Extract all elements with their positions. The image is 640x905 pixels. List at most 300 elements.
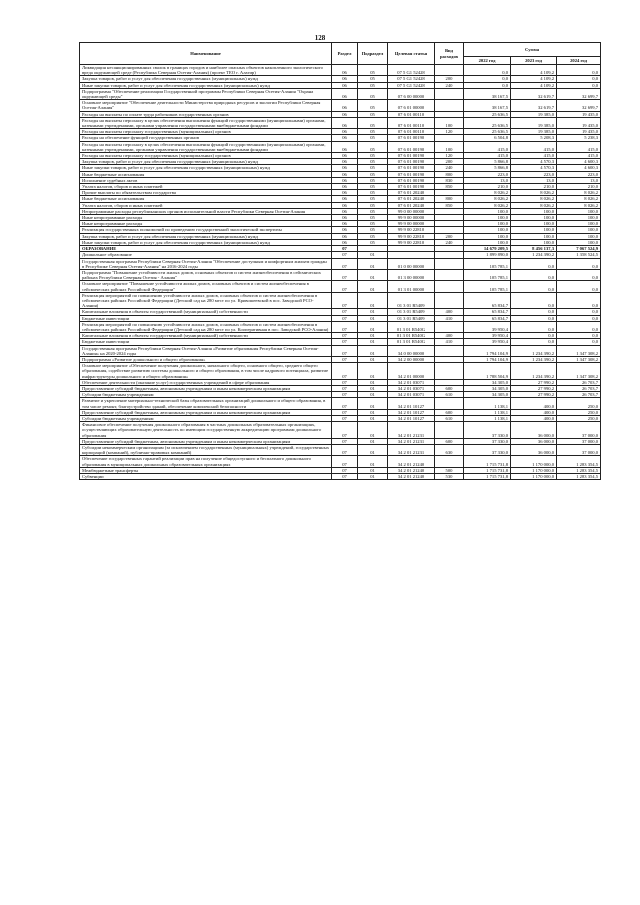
cell-podrazdel: 01	[358, 269, 388, 280]
cell-sum-2022: 65 834,7	[464, 309, 511, 315]
cell-name: Развитие и укрепление материально-технической базы образовательных организаций дошкольного и общего образования, в том числе ремонт, благоустройство зданий, обеспечение комплексной безопасности	[80, 398, 332, 409]
cell-sum-2024: 19 435,0	[557, 117, 601, 128]
cell-vid-raskhodov	[435, 292, 464, 309]
cell-sum-2024: 0,0	[557, 309, 601, 315]
cell-sum-2024: 8 026,2	[557, 190, 601, 196]
cell-sum-2022: 25 636,5	[464, 129, 511, 135]
cell-tselevaya-statya: 07 5 G1 52428	[388, 82, 435, 88]
cell-razdel: 07	[332, 445, 358, 456]
cell-name: Иные непрограммные расходы	[80, 221, 332, 227]
table-row	[80, 100, 601, 111]
cell-name: Основное мероприятие «Обеспечение получения дошкольного, начального общего, основного общего, среднего общего образования, содействие развитию системы дошкольного и общего образования, в том числе кадрового потенциала, развитие инфраструктуры дошкольного и общего образования»	[80, 363, 332, 380]
cell-sum-2022: 39 950,4	[464, 339, 511, 345]
cell-sum-2022: 8 026,2	[464, 202, 511, 208]
cell-vid-raskhodov: 630	[435, 445, 464, 456]
cell-sum-2022: 1 788 504,9	[464, 363, 511, 380]
cell-sum-2023: 4 109,2	[511, 82, 557, 88]
cell-sum-2023: 4 570,3	[511, 165, 557, 171]
cell-sum-2022: 37 330,0	[464, 445, 511, 456]
cell-vid-raskhodov: 100	[435, 141, 464, 152]
cell-podrazdel: 01	[358, 456, 388, 467]
cell-sum-2024: 250,0	[557, 398, 601, 409]
cell-vid-raskhodov	[435, 281, 464, 292]
cell-sum-2022: 1 138,1	[464, 415, 511, 421]
cell-tselevaya-statya: 01 3 01 R5409	[388, 309, 435, 315]
cell-razdel: 07	[332, 252, 358, 258]
cell-sum-2023: 4 570,3	[511, 159, 557, 165]
cell-vid-raskhodov: 400	[435, 333, 464, 339]
cell-razdel: 06	[332, 215, 358, 221]
cell-name: Закупка товаров, работ и услуг для обеспечения государственных (муниципальных) нужд	[80, 233, 332, 239]
cell-sum-2022: 34 305,0	[464, 379, 511, 385]
cell-sum-2023: 1 234 390,2	[511, 363, 557, 380]
cell-tselevaya-statya: 01 3 01 R540G	[388, 333, 435, 339]
cell-sum-2023: 210,0	[511, 184, 557, 190]
cell-podrazdel: 05	[358, 100, 388, 111]
cell-tselevaya-statya: 07 6 01 00000	[388, 100, 435, 111]
cell-sum-2024: 8 026,2	[557, 202, 601, 208]
cell-sum-2022: 0,0	[464, 76, 511, 82]
cell-razdel: 07	[332, 409, 358, 415]
cell-sum-2024: 19 435,0	[557, 111, 601, 117]
cell-vid-raskhodov: 610	[435, 415, 464, 421]
cell-sum-2024: 415,0	[557, 141, 601, 152]
cell-podrazdel: 05	[358, 221, 388, 227]
cell-vid-raskhodov: 500	[435, 467, 464, 473]
cell-razdel: 06	[332, 135, 358, 141]
cell-sum-2024: 1 283 354,5	[557, 467, 601, 473]
cell-tselevaya-statya: 34 2 00 00000	[388, 356, 435, 362]
cell-name: Обеспечение государственных гарантий реализации прав на получение общедоступного и бесплатного дошкольного образования в муниципальных дошкольных образовательных организациях	[80, 456, 332, 467]
cell-sum-2023: 0,0	[511, 333, 557, 339]
cell-podrazdel: 05	[358, 171, 388, 177]
cell-sum-2024: 0,0	[557, 258, 601, 269]
cell-tselevaya-statya: 99 9 00 22810	[388, 227, 435, 233]
cell-sum-2022: 37 330,0	[464, 422, 511, 439]
cell-sum-2024: 13,0	[557, 177, 601, 183]
cell-sum-2023: 32 619,7	[511, 100, 557, 111]
cell-name: Бюджетные инвестиции	[80, 315, 332, 321]
cell-sum-2022: 1 715 731,8	[464, 456, 511, 467]
cell-sum-2024: 100,0	[557, 233, 601, 239]
cell-name: Закупка товаров, работ и услуг для обеспечения государственных (муниципальных) нужд	[80, 159, 332, 165]
cell-sum-2023: 223,0	[511, 171, 557, 177]
cell-name: Подпрограмма «Развитие дошкольного и общего образования»	[80, 356, 332, 362]
cell-razdel: 06	[332, 196, 358, 202]
table-row	[80, 321, 601, 332]
cell-podrazdel: 05	[358, 135, 388, 141]
cell-sum-2024: 1 347 308,2	[557, 345, 601, 356]
cell-razdel: 07	[332, 292, 358, 309]
cell-razdel: 06	[332, 208, 358, 214]
cell-sum-2023: 8 456 137,3	[511, 246, 557, 252]
cell-vid-raskhodov	[435, 363, 464, 380]
cell-sum-2024: 100,0	[557, 227, 601, 233]
cell-tselevaya-statya: 34 2 01 03071	[388, 385, 435, 391]
cell-sum-2023: 19 385,0	[511, 117, 557, 128]
cell-sum-2022: 1 794 104,9	[464, 345, 511, 356]
cell-tselevaya-statya: 07 6 01 00190	[388, 159, 435, 165]
cell-podrazdel: 01	[358, 438, 388, 444]
cell-name: Иные бюджетные ассигнования	[80, 171, 332, 177]
cell-sum-2024: 1 347 308,2	[557, 363, 601, 380]
cell-tselevaya-statya: 34 2 01 00000	[388, 363, 435, 380]
cell-sum-2023: 19 385,0	[511, 111, 557, 117]
cell-podrazdel: 05	[358, 239, 388, 245]
cell-podrazdel: 01	[358, 309, 388, 315]
header-razdel: Раздел	[332, 43, 358, 65]
cell-sum-2023: 32 619,7	[511, 88, 557, 99]
cell-sum-2023: 8 026,2	[511, 196, 557, 202]
cell-sum-2022: 1 138,1	[464, 409, 511, 415]
table-row	[80, 398, 601, 409]
cell-vid-raskhodov: 600	[435, 385, 464, 391]
cell-sum-2022: 100,0	[464, 215, 511, 221]
cell-sum-2022: 1 794 104,9	[464, 356, 511, 362]
cell-name: Расходы на выплаты персоналу в целях обеспечения выполнения функций государственными (муниципальными) органами, казенными учреждениями, органами управления государственными внебюджетными фондами	[80, 117, 332, 128]
cell-tselevaya-statya: 07 6 01 00110	[388, 129, 435, 135]
cell-sum-2023: 100,0	[511, 221, 557, 227]
cell-sum-2022: 0,0	[464, 82, 511, 88]
cell-name: Расходы на выплаты персоналу государственных (муниципальных) органов	[80, 153, 332, 159]
header-summa: Сумма	[464, 43, 601, 57]
cell-tselevaya-statya: 99 9 00 22810	[388, 233, 435, 239]
cell-razdel: 06	[332, 184, 358, 190]
cell-sum-2024: 19 435,0	[557, 129, 601, 135]
cell-name: Реализация мероприятий по повышению устойчивости жилых домов, основных объектов и систем жизнеобеспечения в сейсмических районах Российской Федерации (Детский сад на 280 мест по ул. Кооперативная в пос. Заводской РСО-Алания)	[80, 321, 332, 332]
cell-tselevaya-statya: 07 6 00 00000	[388, 88, 435, 99]
cell-sum-2023: 0,0	[511, 321, 557, 332]
cell-podrazdel: 01	[358, 474, 388, 480]
cell-sum-2022: 5 866,8	[464, 159, 511, 165]
cell-podrazdel: 01	[358, 333, 388, 339]
cell-name: Капитальные вложения в объекты государственной (муниципальной) собственности	[80, 333, 332, 339]
cell-razdel: 07	[332, 422, 358, 439]
cell-sum-2022: 34 305,0	[464, 385, 511, 391]
cell-sum-2023: 1 170 000,0	[511, 474, 557, 480]
cell-tselevaya-statya: 34 2 01 21240	[388, 467, 435, 473]
cell-sum-2023: 100,0	[511, 233, 557, 239]
cell-sum-2024: 1 283 354,5	[557, 456, 601, 467]
cell-sum-2023: 0,0	[511, 315, 557, 321]
cell-name: Реализация мероприятий по повышению устойчивости жилых домов, основных объектов и систем жизнеобеспечения в сейсмических районах Российской Федерации (Детский сад на 280 мест по ул. Кривошеевской в пос. Заводской РСО-Алания)	[80, 292, 332, 309]
cell-razdel: 06	[332, 190, 358, 196]
cell-sum-2022: 14 679 209,5	[464, 246, 511, 252]
cell-podrazdel: 05	[358, 233, 388, 239]
cell-tselevaya-statya: 01 3 00 00000	[388, 269, 435, 280]
cell-razdel: 07	[332, 281, 358, 292]
cell-vid-raskhodov: 800	[435, 196, 464, 202]
cell-podrazdel: 05	[358, 196, 388, 202]
cell-podrazdel: 01	[358, 409, 388, 415]
table-row	[80, 281, 601, 292]
cell-sum-2024: 26 703,7	[557, 392, 601, 398]
cell-podrazdel: 01	[358, 422, 388, 439]
cell-podrazdel: 05	[358, 88, 388, 99]
cell-vid-raskhodov: 200	[435, 76, 464, 82]
cell-vid-raskhodov	[435, 345, 464, 356]
cell-razdel: 06	[332, 202, 358, 208]
cell-name: Непрограммные расходы республиканских органов исполнительной власти Республики Северная Осетия-Алания	[80, 208, 332, 214]
table-row	[80, 345, 601, 356]
cell-vid-raskhodov: 410	[435, 315, 464, 321]
cell-razdel: 06	[332, 221, 358, 227]
cell-sum-2023: 8 026,2	[511, 202, 557, 208]
cell-razdel: 06	[332, 239, 358, 245]
cell-sum-2022: 100,0	[464, 227, 511, 233]
cell-razdel: 07	[332, 309, 358, 315]
cell-name: Уплата налогов, сборов и иных платежей	[80, 184, 332, 190]
cell-razdel: 06	[332, 100, 358, 111]
cell-sum-2024: 223,0	[557, 171, 601, 177]
cell-sum-2022: 100,0	[464, 233, 511, 239]
cell-name: Иные закупки товаров, работ и услуг для обеспечения государственных (муниципальных) нужд	[80, 239, 332, 245]
cell-razdel: 06	[332, 233, 358, 239]
cell-podrazdel: 01	[358, 363, 388, 380]
cell-sum-2022: 13,0	[464, 177, 511, 183]
cell-sum-2023: 0,0	[511, 258, 557, 269]
cell-vid-raskhodov	[435, 258, 464, 269]
cell-razdel: 07	[332, 345, 358, 356]
cell-sum-2023: 0,0	[511, 269, 557, 280]
cell-sum-2022: 1 715 731,8	[464, 467, 511, 473]
cell-name: Реализация государственных полномочий по проведению государственной экологической экспертизы	[80, 227, 332, 233]
cell-tselevaya-statya: 07 6 01 00190	[388, 153, 435, 159]
cell-sum-2023: 1 170 000,0	[511, 456, 557, 467]
cell-sum-2024: 1 358 524,5	[557, 252, 601, 258]
cell-name: Прочие выплаты по обязательствам государства	[80, 190, 332, 196]
cell-sum-2022: 100,0	[464, 208, 511, 214]
table-row	[80, 445, 601, 456]
cell-sum-2023: 27 990,2	[511, 379, 557, 385]
cell-sum-2024: 37 000,0	[557, 445, 601, 456]
cell-vid-raskhodov: 240	[435, 165, 464, 171]
cell-vid-raskhodov: 850	[435, 184, 464, 190]
cell-sum-2023: 0,0	[511, 339, 557, 345]
cell-podrazdel: 01	[358, 467, 388, 473]
cell-sum-2024: 0,0	[557, 269, 601, 280]
cell-razdel: 07	[332, 356, 358, 362]
cell-sum-2022: 415,0	[464, 141, 511, 152]
cell-name: Обеспечение деятельности (оказание услуг) государственных учреждений в сфере образования	[80, 379, 332, 385]
cell-sum-2023: 415,0	[511, 141, 557, 152]
cell-sum-2022: 415,0	[464, 153, 511, 159]
cell-sum-2023: 0,0	[511, 281, 557, 292]
cell-tselevaya-statya: 34 2 01 10127	[388, 415, 435, 421]
cell-vid-raskhodov: 120	[435, 153, 464, 159]
cell-razdel: 06	[332, 88, 358, 99]
cell-name: Уплата налогов, сборов и иных платежей	[80, 202, 332, 208]
cell-sum-2023: 100,0	[511, 215, 557, 221]
table-row	[80, 269, 601, 280]
cell-tselevaya-statya: 01 3 01 00000	[388, 281, 435, 292]
cell-vid-raskhodov: 410	[435, 339, 464, 345]
cell-podrazdel: 05	[358, 177, 388, 183]
cell-tselevaya-statya: 07 6 01 00190	[388, 141, 435, 152]
cell-name: Закупка товаров, работ и услуг для обеспечения государственных (муниципальных) нужд	[80, 76, 332, 82]
cell-podrazdel: 01	[358, 379, 388, 385]
cell-name: Иные непрограммные расходы	[80, 215, 332, 221]
cell-podrazdel: 05	[358, 190, 388, 196]
cell-razdel: 07	[332, 339, 358, 345]
cell-podrazdel: 05	[358, 65, 388, 76]
cell-name: Субсидии бюджетным учреждениям	[80, 392, 332, 398]
cell-sum-2024: 0,0	[557, 333, 601, 339]
cell-razdel: 06	[332, 129, 358, 135]
cell-tselevaya-statya: 34 2 01 21231	[388, 445, 435, 456]
cell-sum-2022: 65 834,7	[464, 315, 511, 321]
cell-sum-2022: 100,0	[464, 239, 511, 245]
header-year-2024: 2024 год	[557, 57, 601, 65]
cell-sum-2022: 1 899 890,0	[464, 252, 511, 258]
cell-name: Финансовое обеспечение получения дошкольного образования в частных дошкольных образовательных организациях, осуществляющих образовательную деятельность по имеющим государственную аккредитацию программам дошкольного образования	[80, 422, 332, 439]
cell-tselevaya-statya: 07 6 01 00190	[388, 135, 435, 141]
cell-vid-raskhodov	[435, 100, 464, 111]
cell-tselevaya-statya: 01 3 01 R540G	[388, 339, 435, 345]
table-row	[80, 363, 601, 380]
cell-podrazdel: 05	[358, 165, 388, 171]
cell-razdel: 07	[332, 321, 358, 332]
cell-sum-2024: 4 600,3	[557, 159, 601, 165]
cell-sum-2022: 0,0	[464, 65, 511, 76]
cell-tselevaya-statya: 01 0 00 00000	[388, 258, 435, 269]
cell-tselevaya-statya: 07 6 01 20240	[388, 196, 435, 202]
cell-sum-2024: 8 026,2	[557, 196, 601, 202]
cell-razdel: 07	[332, 398, 358, 409]
cell-sum-2022: 38 167,5	[464, 100, 511, 111]
table-row	[80, 141, 601, 152]
cell-sum-2023: 1 234 390,2	[511, 345, 557, 356]
header-year-2023: 2023 год	[511, 57, 557, 65]
table-row	[80, 88, 601, 99]
cell-vid-raskhodov: 600	[435, 409, 464, 415]
cell-tselevaya-statya: 07 6 01 20240	[388, 190, 435, 196]
cell-name: Иные закупки товаров, работ и услуг для обеспечения государственных (муниципальных) нужд	[80, 82, 332, 88]
cell-tselevaya-statya: 07 6 01 00110	[388, 111, 435, 117]
cell-tselevaya-statya: 07 5 G1 52428	[388, 76, 435, 82]
cell-vid-raskhodov: 200	[435, 233, 464, 239]
cell-razdel: 06	[332, 165, 358, 171]
cell-razdel: 07	[332, 379, 358, 385]
cell-sum-2022: 65 834,7	[464, 292, 511, 309]
header-year-2022: 2022 год	[464, 57, 511, 65]
cell-name: Субсидии бюджетным учреждениям	[80, 415, 332, 421]
cell-name: Иные бюджетные ассигнования	[80, 196, 332, 202]
cell-sum-2023: 400,0	[511, 398, 557, 409]
cell-tselevaya-statya: 34 2 01 03071	[388, 379, 435, 385]
cell-name: Государственная программа Республики Северная Осетия-Алания «Развитие образования Республики Северная Осетия-Алания» на 2020-2024 годы	[80, 345, 332, 356]
cell-tselevaya-statya: 34 2 01 21240	[388, 474, 435, 480]
cell-tselevaya-statya: 34 0 00 00000	[388, 345, 435, 356]
cell-sum-2024: 7 067 524,9	[557, 246, 601, 252]
cell-tselevaya-statya: 34 2 01 21231	[388, 422, 435, 439]
cell-vid-raskhodov: 600	[435, 438, 464, 444]
header-podrazdel: Подраздел	[358, 43, 388, 65]
cell-podrazdel: 01	[358, 339, 388, 345]
cell-sum-2023: 1 234 390,2	[511, 356, 557, 362]
cell-sum-2024: 4 600,3	[557, 165, 601, 171]
cell-sum-2024: 37 000,0	[557, 438, 601, 444]
cell-sum-2024: 415,0	[557, 153, 601, 159]
cell-razdel: 07	[332, 333, 358, 339]
cell-sum-2024: 0,0	[557, 281, 601, 292]
cell-razdel: 06	[332, 117, 358, 128]
header-tselevaya-statya: Целевая статья	[388, 43, 435, 65]
cell-sum-2023: 4 109,2	[511, 76, 557, 82]
cell-sum-2024: 210,0	[557, 184, 601, 190]
cell-sum-2023: 36 000,0	[511, 445, 557, 456]
cell-name: Бюджетные инвестиции	[80, 339, 332, 345]
cell-razdel: 06	[332, 227, 358, 233]
cell-podrazdel: 05	[358, 141, 388, 152]
cell-razdel: 07	[332, 392, 358, 398]
cell-razdel: 06	[332, 111, 358, 117]
cell-vid-raskhodov	[435, 269, 464, 280]
cell-razdel: 07	[332, 363, 358, 380]
cell-sum-2022: 210,0	[464, 184, 511, 190]
cell-sum-2024: 0,0	[557, 76, 601, 82]
cell-podrazdel: 05	[358, 215, 388, 221]
table-body	[80, 65, 601, 480]
cell-podrazdel: 01	[358, 321, 388, 332]
cell-vid-raskhodov: 800	[435, 171, 464, 177]
cell-razdel: 07	[332, 415, 358, 421]
cell-podrazdel: 05	[358, 117, 388, 128]
cell-name: Расходы на выплаты персоналу государственных (муниципальных) органов	[80, 129, 332, 135]
cell-name: Межбюджетные трансферты	[80, 467, 332, 473]
cell-razdel: 06	[332, 171, 358, 177]
cell-sum-2023: 1 170 000,0	[511, 467, 557, 473]
cell-vid-raskhodov: 530	[435, 474, 464, 480]
cell-sum-2022: 100,0	[464, 221, 511, 227]
cell-sum-2023: 4 109,2	[511, 65, 557, 76]
cell-podrazdel: 01	[358, 345, 388, 356]
cell-sum-2022: 8 026,2	[464, 196, 511, 202]
table-row	[80, 65, 601, 76]
table-row	[80, 258, 601, 269]
cell-name: Расходы на выплаты по оплате труда работников государственных органов	[80, 111, 332, 117]
cell-podrazdel: 01	[358, 392, 388, 398]
cell-name: Государственная программа Республики Северная Осетия-Алания "Обеспечение доступным и комфортным жильем граждан в Республике Северная Осетия-Алания" на 2016-2024 годы	[80, 258, 332, 269]
header-vid-raskhodov: Вид расходов	[435, 43, 464, 65]
cell-sum-2023: 36 000,0	[511, 438, 557, 444]
cell-sum-2024: 100,0	[557, 208, 601, 214]
cell-podrazdel: 01	[358, 252, 388, 258]
cell-podrazdel: 01	[358, 398, 388, 409]
cell-podrazdel: 01	[358, 356, 388, 362]
cell-sum-2022: 223,0	[464, 171, 511, 177]
cell-sum-2022: 105 785,1	[464, 258, 511, 269]
cell-tselevaya-statya: 01 3 01 R5409	[388, 292, 435, 309]
cell-podrazdel: 05	[358, 159, 388, 165]
page-number: 128	[314, 34, 326, 42]
cell-sum-2022: 39 950,4	[464, 333, 511, 339]
cell-razdel: 06	[332, 141, 358, 152]
cell-podrazdel: 05	[358, 129, 388, 135]
cell-vid-raskhodov: 240	[435, 82, 464, 88]
cell-sum-2024: 0,0	[557, 339, 601, 345]
cell-sum-2022: 38 167,5	[464, 88, 511, 99]
cell-sum-2024: 37 000,0	[557, 422, 601, 439]
cell-sum-2023: 400,0	[511, 409, 557, 415]
cell-vid-raskhodov	[435, 398, 464, 409]
cell-tselevaya-statya: 07 6 01 20240	[388, 202, 435, 208]
cell-sum-2023: 27 990,2	[511, 385, 557, 391]
cell-name: Подпрограмма "Повышение устойчивости жилых домов, основных объектов и систем жизнеобеспечения в сейсмических районах Республики Северная Осетия - Алания"	[80, 269, 332, 280]
cell-sum-2023: 13,0	[511, 177, 557, 183]
cell-sum-2024: 26 703,7	[557, 385, 601, 391]
cell-razdel: 06	[332, 65, 358, 76]
